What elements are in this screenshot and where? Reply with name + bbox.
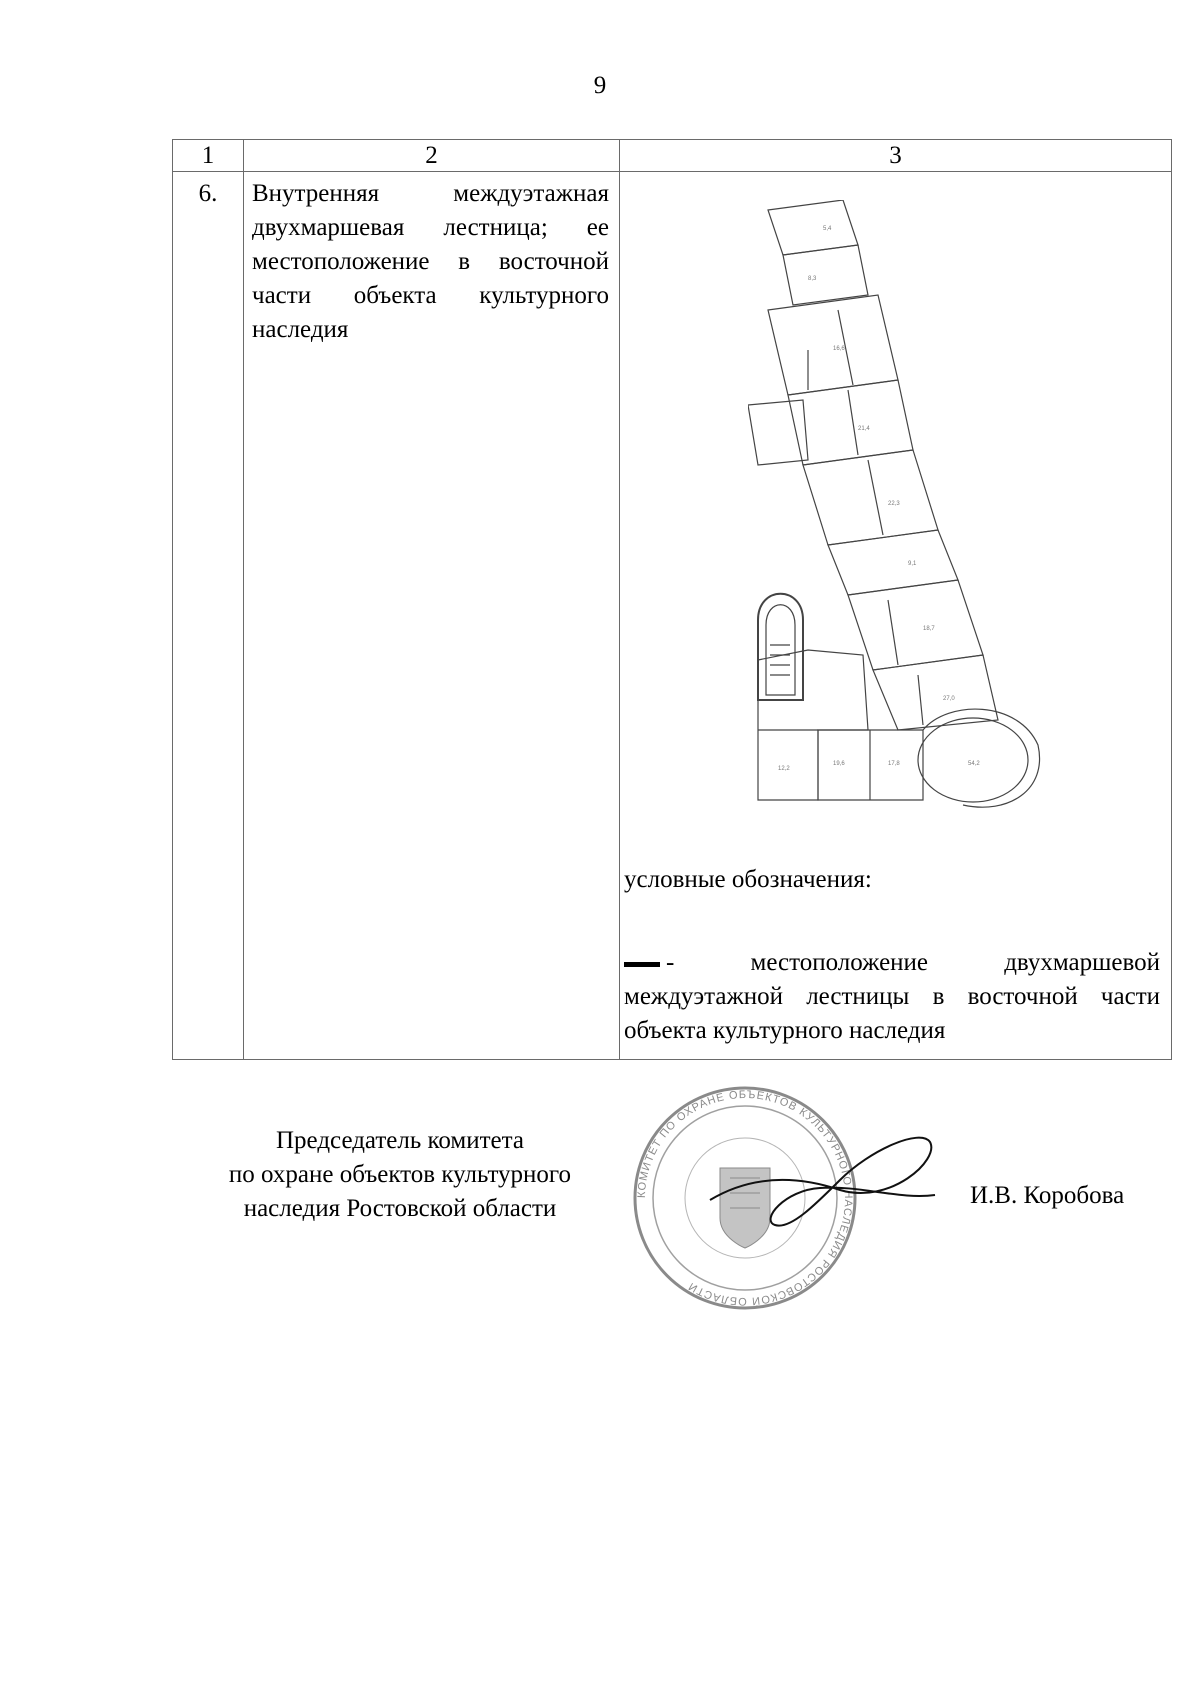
svg-text:8,3: 8,3 xyxy=(808,276,817,282)
svg-text:22,3: 22,3 xyxy=(888,501,900,507)
svg-text:12,2: 12,2 xyxy=(778,766,790,772)
svg-text:18,7: 18,7 xyxy=(923,626,935,632)
position-line-1: Председатель комитета xyxy=(276,1127,524,1154)
column-header-1: 1 xyxy=(173,140,244,172)
legend-text: - местоположение двухмаршевой междуэтажной лестницы в восточной части объекта культурного наследия xyxy=(624,949,1160,1044)
table-header-row xyxy=(173,140,1172,172)
svg-text:21,4: 21,4 xyxy=(858,426,870,432)
svg-text:5,4: 5,4 xyxy=(823,226,832,232)
row-number: 6. xyxy=(173,172,244,1060)
legend-title: условные обозначения: xyxy=(624,866,872,893)
legend xyxy=(624,946,1160,1048)
handwritten-signature xyxy=(700,1130,950,1240)
plan-south-block xyxy=(758,650,1040,807)
legend-line-swatch xyxy=(624,962,660,967)
svg-text:27,0: 27,0 xyxy=(943,696,955,702)
plan-stair-tower xyxy=(758,594,803,700)
column-header-2: 2 xyxy=(244,140,620,172)
svg-text:19,6: 19,6 xyxy=(833,761,845,767)
plan-cell xyxy=(620,172,1172,1060)
position-line-3: наследия Ростовской области xyxy=(243,1195,557,1222)
objects-table xyxy=(172,139,1172,1060)
page-number: 9 xyxy=(593,72,607,99)
plan-room-labels xyxy=(778,226,980,772)
svg-text:54,2: 54,2 xyxy=(968,761,980,767)
signatory-name: И.В. Коробова xyxy=(970,1182,1125,1209)
plan-wing xyxy=(748,200,998,730)
seal-text: КОМИТЕТ ПО ОХРАНЕ ОБЪЕКТОВ КУЛЬТУРНОГО НАСЛЕДИЯ РОСТОВСКОЙ ОБЛАСТИ xyxy=(635,1088,855,1308)
signatory-position xyxy=(190,1124,610,1226)
floor-plan-image xyxy=(748,200,1048,840)
position-line-2: по охране объектов культурного xyxy=(228,1161,572,1188)
svg-text:16,6: 16,6 xyxy=(833,346,845,352)
column-header-3: 3 xyxy=(620,140,1172,172)
svg-text:9,1: 9,1 xyxy=(908,561,917,567)
table-row xyxy=(173,172,1172,1060)
svg-text:17,8: 17,8 xyxy=(888,761,900,767)
row-description: Внутренняя междуэтажная двухмаршевая лестница; ее местоположение в восточной части объекта культурного наследия xyxy=(244,172,620,1060)
